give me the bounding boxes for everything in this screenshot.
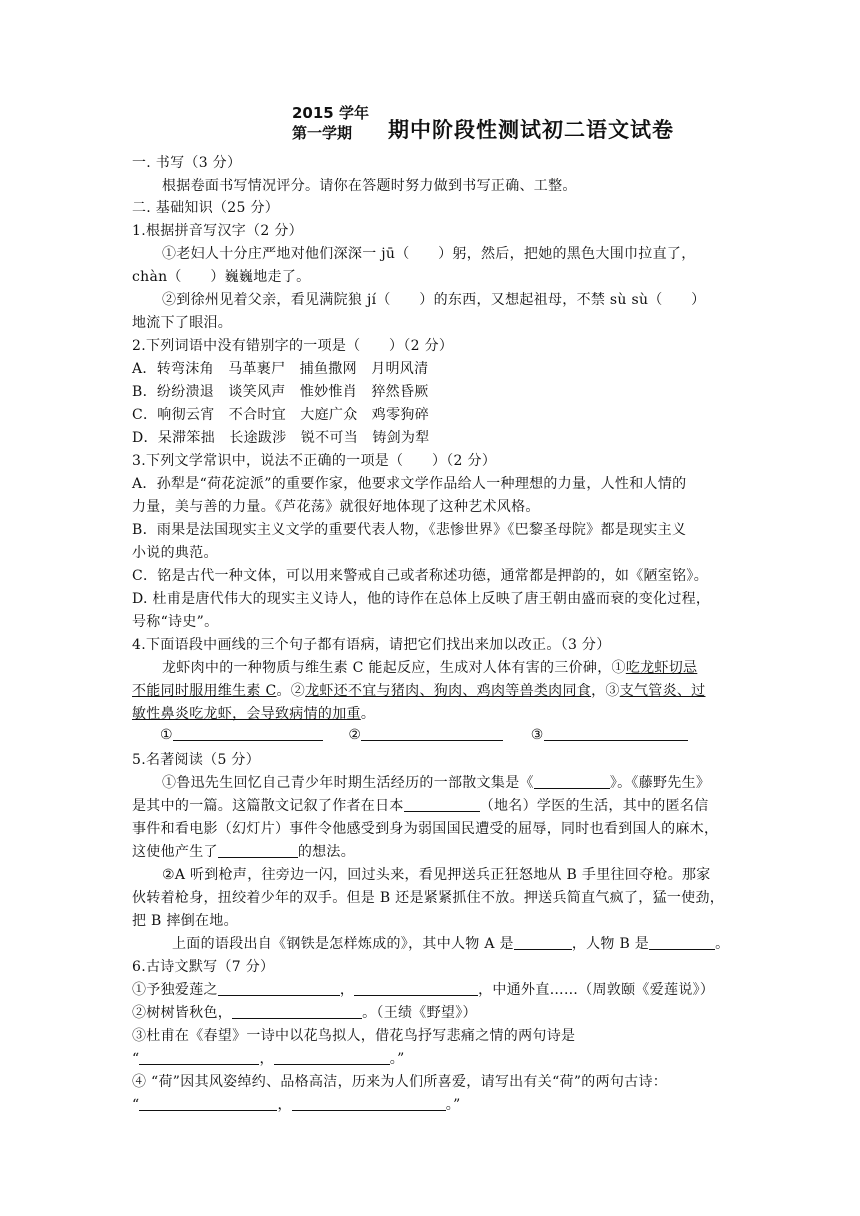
q5-line: 事件和看电影（幻灯片）事件令他感受到身为弱国国民遭受的屈辱，同时也看到国人的麻木，: [132, 821, 719, 837]
q5-text: 的想法。: [297, 844, 356, 860]
q4-marker-2: ②: [348, 727, 362, 743]
section-1-body: 根据卷面书写情况评分。请你在答题时努力做到书写正确、工整。: [162, 178, 577, 194]
answer-blank[interactable]: [139, 1096, 277, 1111]
q6-title: 6.古诗文默写（7 分）: [132, 959, 275, 975]
q4-answer-blanks: [160, 726, 688, 744]
answer-blank[interactable]: [354, 981, 478, 996]
q5-text: 上面的语段出自《钢铁是怎样炼成的》，其中人物 A 是: [172, 936, 514, 952]
q6-line: [132, 981, 714, 999]
q5-line: 伙转着枪身，扭绞着少年的双手。但是 B 还是紧紧抓住不放。押送兵简直气疯了，猛一使劲，: [132, 890, 725, 906]
exam-title: 期中阶段性测试初二语文试卷: [388, 118, 674, 142]
q5-line: [172, 935, 729, 953]
q5-line: 把 B 摔倒在地。: [132, 913, 238, 929]
q1-title: 1.根据拼音写汉字（2 分）: [132, 223, 303, 239]
q3-option-a: A．孙犁是“荷花淀派”的重要作家，他要求文学作品给人一种理想的力量，人性和人情的: [132, 476, 687, 492]
q5-line: [132, 797, 709, 815]
semester: 第一学期: [292, 124, 353, 142]
school-year: 2015 学年: [292, 104, 369, 122]
q4-marker-1: ①: [160, 727, 173, 743]
q6-line: ④ “荷”因其风姿绰约、品格高洁，历来为人们所喜爱，请写出有关“荷”的两句古诗：: [132, 1074, 668, 1090]
answer-blank[interactable]: [544, 726, 688, 741]
q6-text: ，: [259, 1051, 274, 1067]
section-2-heading: 二. 基础知识（25 分）: [132, 200, 280, 216]
q6-text: ，中通外直……（周敦颐《爱莲说》）: [478, 982, 715, 998]
q6-text: ，: [339, 982, 355, 998]
q4-text: ，③: [591, 683, 620, 699]
q3-option-b-cont: 小说的典范。: [132, 545, 218, 561]
q1-line: chàn（ ）巍巍地走了。: [132, 269, 311, 285]
q6-text: “: [132, 1097, 140, 1113]
q6-text: 。（王绩《野望》）: [362, 1005, 477, 1021]
answer-blank[interactable]: [361, 726, 503, 741]
q5-text: ①鲁迅先生回忆自己青少年时期生活经历的一部散文集是《: [162, 775, 534, 791]
answer-blank[interactable]: [274, 1050, 390, 1065]
q5-line: [162, 774, 710, 792]
q5-text: （地名）学医的生活，其中的匿名信: [479, 798, 709, 814]
q4-paragraph-line: [162, 659, 697, 677]
q6-text: 。”: [389, 1051, 405, 1067]
q3-title: 3.下列文学常识中，说法不正确的一项是（ ）（2 分）: [132, 453, 497, 469]
q2-option-a: A．转弯沫角 马革裹尸 捕鱼撒网 月明风清: [132, 361, 429, 377]
answer-blank[interactable]: [218, 843, 298, 858]
q6-line: [132, 1096, 461, 1114]
q1-line: ②到徐州见着父亲，看见满院狼 jí（ ）的东西，又想起祖母，不禁 sù sù（ ）: [162, 292, 706, 308]
q3-option-c: C．铭是古代一种文体，可以用来警戒自己或者称述功德，通常都是押韵的，如《陋室铭》。: [132, 568, 709, 584]
q6-line: [132, 1004, 477, 1022]
q3-option-a-cont: 力量，美与善的力量。《芦花荡》就很好地体现了这种艺术风格。: [132, 499, 540, 515]
q6-line: ③杜甫在《春望》一诗中以花鸟拟人，借花鸟抒写悲痛之情的两句诗是: [132, 1028, 576, 1044]
q4-underlined-sentence: 吃龙虾切忌: [625, 660, 698, 676]
answer-blank[interactable]: [292, 1096, 446, 1111]
q4-text: 。②: [276, 683, 306, 699]
q4-paragraph-line: [132, 705, 375, 723]
q4-text: 。: [360, 706, 376, 722]
answer-blank[interactable]: [232, 1004, 362, 1019]
q4-marker-3: ③: [530, 727, 544, 743]
q5-text: 这使他产生了: [132, 844, 218, 860]
q4-underlined-sentence: 支气管炎、过: [619, 683, 706, 699]
q5-line: ②A 听到枪声，往旁边一闪，回过头来，看见押送兵正狂怒地从 B 手里往回夺枪。那家: [162, 867, 711, 883]
answer-blank[interactable]: [404, 797, 480, 812]
section-1-heading: 一. 书写（3 分）: [132, 155, 242, 171]
q1-line: ①老妇人十分庄严地对他们深深一 jū（ ）躬，然后，把她的黑色大围巾拉直了，: [162, 246, 696, 262]
q4-underlined-sentence: 龙虾还不宜与猪肉、狗肉、鸡肉等兽类肉同食: [305, 683, 592, 699]
q5-text: 》。《藤野先生》: [609, 775, 711, 791]
q6-text: ②树树皆秋色，: [132, 1005, 233, 1021]
answer-blank[interactable]: [173, 726, 323, 741]
q5-text: ，人物 B 是: [571, 936, 650, 952]
q2-option-d: D．呆滞笨拙 长途跋涉 锐不可当 铸剑为犁: [132, 430, 430, 446]
q1-line: 地流下了眼泪。: [132, 315, 233, 331]
q3-option-d-cont: 号称“诗史”。: [132, 614, 219, 630]
q6-line: [132, 1050, 405, 1068]
q5-text: 是其中的一篇。这篇散文记叙了作者在日本: [132, 798, 404, 814]
q5-text: 。: [715, 936, 730, 952]
q5-line: [132, 843, 355, 861]
q6-text: ①予独爱莲之: [132, 982, 218, 998]
q2-option-b: B．纷纷溃退 谈笑风声 惟妙惟肖 猝然昏厥: [132, 384, 429, 400]
q4-underlined-sentence: 敏性鼻炎吃龙虾，会导致病情的加重: [132, 706, 361, 722]
q4-paragraph-line: [132, 682, 706, 700]
q2-title: 2.下列词语中没有错别字的一项是（ ）（2 分）: [132, 338, 454, 354]
q4-underlined-sentence: 不能同时服用维生素 C: [132, 683, 277, 699]
q2-option-c: C．响彻云宵 不合时宜 大庭广众 鸡零狗碎: [132, 407, 430, 423]
q6-text: “: [132, 1051, 140, 1067]
answer-blank[interactable]: [514, 935, 572, 950]
q3-option-d: D. 杜甫是唐代伟大的现实主义诗人，他的诗作在总体上反映了唐王朝由盛而衰的变化过程，: [132, 591, 711, 607]
answer-blank[interactable]: [534, 774, 610, 789]
q4-title: 4.下面语段中画线的三个句子都有语病，请把它们找出来加以改正。（3 分）: [132, 637, 611, 653]
q3-option-b: B．雨果是法国现实主义文学的重要代表人物，《悲惨世界》《巴黎圣母院》都是现实主义: [132, 522, 687, 538]
q5-title: 5.名著阅读（5 分）: [132, 752, 261, 768]
q6-text: 。”: [445, 1097, 461, 1113]
q4-text: 龙虾肉中的一种物质与维生素 C 能起反应，生成对人体有害的三价砷，①: [162, 660, 626, 676]
q6-text: ，: [277, 1097, 292, 1113]
answer-blank[interactable]: [649, 935, 715, 950]
answer-blank[interactable]: [218, 981, 340, 996]
answer-blank[interactable]: [139, 1050, 259, 1065]
